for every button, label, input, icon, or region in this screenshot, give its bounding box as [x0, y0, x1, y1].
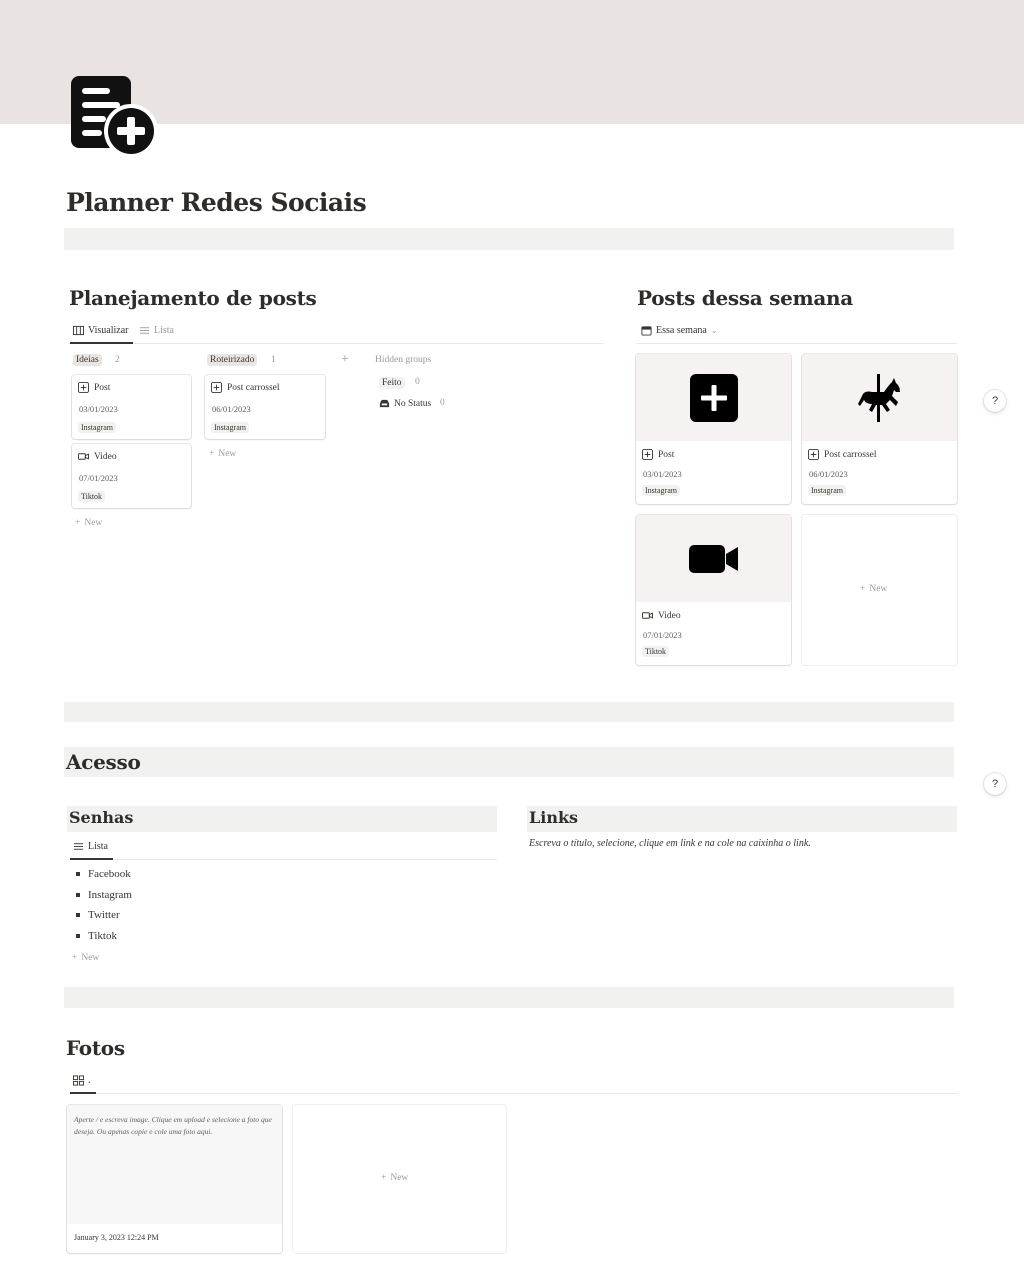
- list-item[interactable]: Instagram: [76, 889, 132, 901]
- list-item[interactable]: Twitter: [76, 909, 120, 921]
- group-label-roteirizado[interactable]: Roteirizado: [207, 354, 257, 366]
- page-title: Planner Redes Sociais: [66, 188, 367, 217]
- card-date: 06/01/2023: [212, 404, 251, 414]
- hidden-group-no-status[interactable]: No Status: [379, 398, 431, 409]
- card-title: Post: [642, 449, 674, 460]
- card-title: Video: [78, 451, 117, 462]
- active-tab-indicator: [70, 858, 113, 860]
- passwords-heading: Senhas: [69, 808, 134, 827]
- card-date: 07/01/2023: [643, 630, 682, 640]
- plus-icon: +: [860, 584, 866, 594]
- links-hint: Escreva o título, selecione, clique em link e na cole na caixinha o link.: [529, 838, 811, 849]
- card-cover: [636, 354, 791, 441]
- list-item[interactable]: Facebook: [76, 868, 131, 880]
- hidden-group-feito[interactable]: Feito: [379, 377, 405, 389]
- group-count: 0: [415, 377, 420, 387]
- board-icon: [73, 325, 84, 336]
- tab-visualizar[interactable]: [73, 325, 129, 336]
- active-tab-indicator: [70, 342, 133, 344]
- group-count: 2: [115, 355, 120, 365]
- plus-icon: +: [75, 518, 81, 528]
- card-tag: Instagram: [642, 485, 680, 496]
- tab-label: Lista: [154, 325, 174, 336]
- tab-lista[interactable]: Lista: [73, 841, 108, 852]
- calendar-icon: [641, 325, 652, 336]
- card-text: Aperte / e escreva image. Clique em upload e selecione a foto que deseja. Ou apenas copie e cole uma foto aqui.: [74, 1115, 272, 1136]
- gallery-card-post-carrossel[interactable]: [802, 354, 957, 504]
- video-icon: [78, 451, 89, 462]
- divider-block: [64, 702, 954, 722]
- week-filterbar: [636, 322, 957, 344]
- card-date: 06/01/2023: [809, 469, 848, 479]
- active-tab-indicator: [70, 1092, 96, 1094]
- card-title: Post carrossel: [211, 382, 280, 393]
- card-tag: Tiktok: [642, 646, 669, 657]
- list-item[interactable]: Tiktok: [76, 930, 117, 942]
- card-date: 07/01/2023: [79, 473, 118, 483]
- links-heading: Links: [529, 808, 579, 827]
- group-count: 0: [440, 398, 445, 408]
- card-date: 03/01/2023: [643, 469, 682, 479]
- tab-gallery[interactable]: .: [73, 1075, 91, 1086]
- card-date: January 3, 2023 12:24 PM: [74, 1233, 159, 1242]
- passwords-tabbar: [68, 838, 497, 860]
- gallery-icon: [73, 1075, 84, 1086]
- chevron-down-icon: ⌄: [710, 326, 718, 335]
- plus-square-icon: [78, 382, 89, 393]
- gallery-new-card[interactable]: [293, 1105, 506, 1253]
- video-icon: [642, 610, 653, 621]
- add-group-button[interactable]: +: [341, 352, 349, 367]
- card-title: Post carrossel: [808, 449, 877, 460]
- card-tag: Tiktok: [78, 491, 105, 502]
- carousel-horse-icon: [854, 372, 906, 424]
- divider-block: [64, 987, 954, 1008]
- document-add-icon[interactable]: [68, 72, 158, 162]
- card-cover: [636, 515, 791, 602]
- board-card-post-carrossel[interactable]: [205, 375, 325, 439]
- new-card-button[interactable]: + New: [860, 584, 888, 594]
- heading-background: [64, 747, 954, 777]
- card-date: 03/01/2023: [79, 404, 118, 414]
- list-icon: [73, 841, 84, 852]
- divider-block: [64, 228, 954, 250]
- hidden-groups-label: Hidden groups: [375, 355, 432, 365]
- photo-card[interactable]: [67, 1105, 282, 1253]
- board-card-video[interactable]: [72, 444, 191, 508]
- inbox-icon: [379, 398, 390, 409]
- new-card-button[interactable]: + New: [209, 449, 237, 459]
- board-card-post[interactable]: [72, 375, 191, 439]
- plus-square-icon: [211, 382, 222, 393]
- plus-square-icon: [642, 449, 653, 460]
- list-icon: [139, 325, 150, 336]
- video-camera-icon: [688, 542, 740, 576]
- heading-background: [527, 806, 957, 832]
- card-title: Video: [642, 610, 681, 621]
- group-count: 1: [271, 355, 276, 365]
- planning-heading: Planejamento de posts: [69, 286, 317, 310]
- plus-icon: +: [72, 953, 78, 963]
- card-cover: [802, 354, 957, 441]
- plus-square-icon: [688, 372, 740, 424]
- help-button[interactable]: ?: [984, 773, 1006, 795]
- new-card-button[interactable]: + New: [381, 1173, 409, 1183]
- gallery-card-video[interactable]: [636, 515, 791, 665]
- week-filter-dropdown[interactable]: Essa semana ⌄: [641, 325, 718, 336]
- photos-heading: Fotos: [66, 1036, 125, 1060]
- card-tag: Instagram: [808, 485, 846, 496]
- photos-tabbar: [68, 1072, 957, 1094]
- plus-icon: +: [209, 449, 215, 459]
- gallery-card-post[interactable]: [636, 354, 791, 504]
- new-item-button[interactable]: + New: [72, 953, 100, 963]
- group-label-ideias[interactable]: Ideias: [73, 354, 102, 366]
- week-heading: Posts dessa semana: [637, 286, 853, 310]
- access-heading: Acesso: [66, 750, 141, 774]
- card-tag: Instagram: [78, 422, 116, 433]
- planning-tabbar: [68, 322, 604, 344]
- tab-lista[interactable]: [139, 325, 174, 336]
- gallery-new-card[interactable]: [802, 515, 957, 665]
- card-title: Post: [78, 382, 110, 393]
- plus-square-icon: [808, 449, 819, 460]
- new-card-button[interactable]: + New: [75, 518, 103, 528]
- card-tag: Instagram: [211, 422, 249, 433]
- help-button[interactable]: ?: [984, 390, 1006, 412]
- tab-label: Visualizar: [88, 325, 129, 336]
- plus-icon: +: [381, 1173, 387, 1183]
